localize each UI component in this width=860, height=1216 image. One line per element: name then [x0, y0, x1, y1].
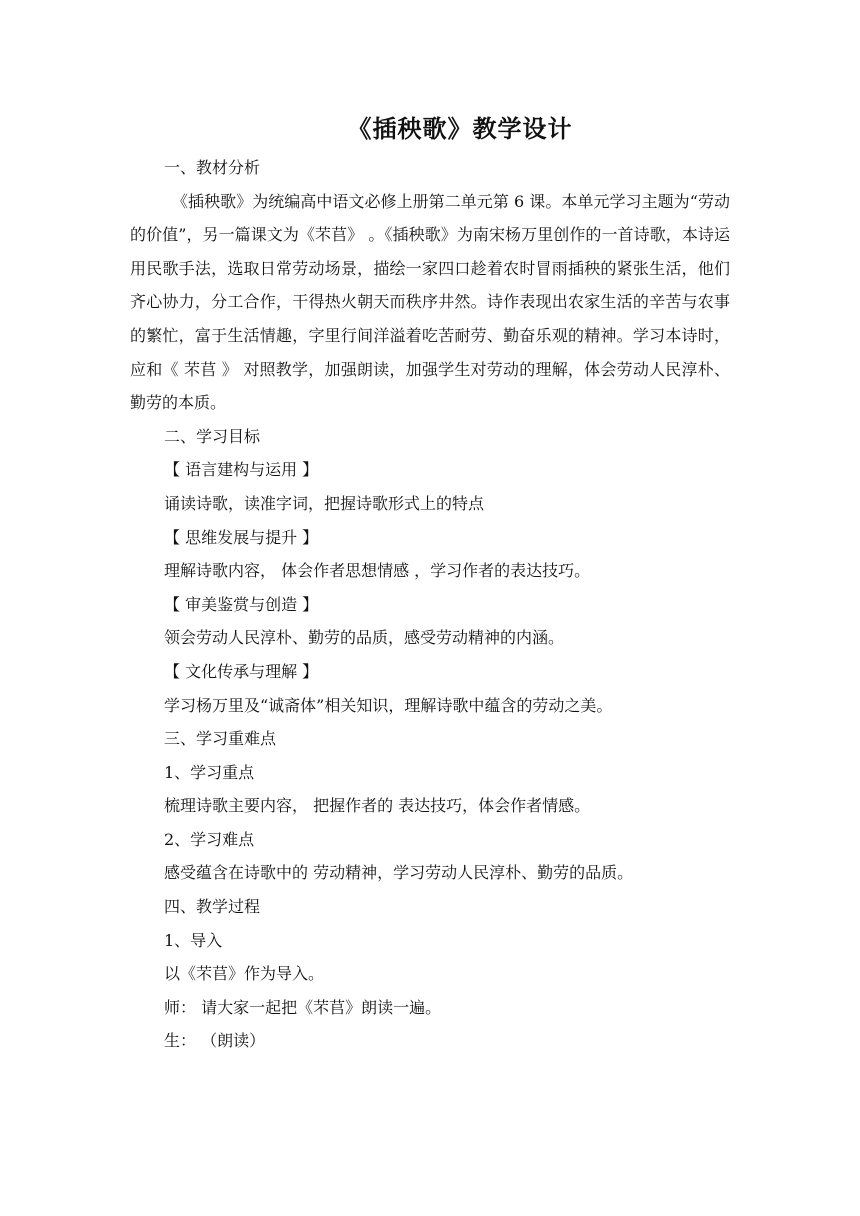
goal-label-thinking: 【 思维发展与提升 】 [164, 527, 319, 547]
teacher-line: 师： 请大家一起把《芣苢》朗读一遍。 [164, 997, 442, 1017]
section-heading-analysis: 一、教材分析 [164, 158, 261, 177]
process-label-intro: 1、导入 [164, 930, 223, 950]
goal-text-aesthetic: 领会劳动人民淳朴、勤劳的品质，感受劳动精神的内涵。 [164, 628, 565, 648]
goal-label-aesthetic: 【 审美鉴赏与创造 】 [164, 594, 319, 614]
keypoint-text-focus: 梳理诗歌主要内容， 把握作者的 表达技巧，体会作者情感。 [164, 796, 591, 816]
goal-text-thinking: 理解诗歌内容， 体会作者思想情感 ，学习作者的表达技巧。 [164, 561, 591, 581]
section-heading-keypoints: 三、学习重难点 [164, 729, 277, 749]
document-body [130, 151, 730, 1058]
keypoint-label-difficulty: 2、学习难点 [164, 829, 255, 849]
section-heading-goals: 二、学习目标 [164, 426, 261, 446]
goal-text-language: 诵读诗歌，读准字词，把握诗歌形式上的特点 [164, 493, 485, 513]
goal-text-culture: 学习杨万里及“诚斋体”相关知识，理解诗歌中蕴含的劳动之美。 [164, 695, 613, 715]
document-title: 《插秧歌》教学设计 [347, 114, 573, 143]
keypoint-label-focus: 1、学习重点 [164, 762, 255, 782]
goal-label-culture: 【 文化传承与理解 】 [164, 661, 319, 681]
process-text-intro: 以《芣苢》作为导入。 [164, 964, 325, 984]
goal-label-language: 【 语言建构与运用 】 [164, 460, 319, 480]
section-heading-process: 四、教学过程 [164, 897, 261, 917]
student-line: 生： （朗读） [164, 1031, 266, 1051]
analysis-paragraph: 《插秧歌》为统编高中语文必修上册第二单元第 6 课。本单元学习主题为“劳动的价值”，另一篇课文为《芣苢》 。《插秧歌》为南宋杨万里创作的一首诗歌，本诗运用民歌手法，选取日常劳动场景，描绘一家四口趁着农时冒雨插秧的紧张生活，他们齐心协力，分工合作，干得热火朝天而秩序井然。诗作表现出农家生活的辛苦与农事的繁忙，富于生活情趣，字里行间洋溢着吃苦耐劳、勤奋乐观的精神。学习本诗时，应和《 芣苢 》 对照教学，加强朗读，加强学生对劳动的理解，体会劳动人民淳朴、勤劳的本质。 [130, 191, 730, 413]
keypoint-text-difficulty: 感受蕴含在诗歌中的 劳动精神，学习劳动人民淳朴、勤劳的品质。 [164, 863, 634, 883]
